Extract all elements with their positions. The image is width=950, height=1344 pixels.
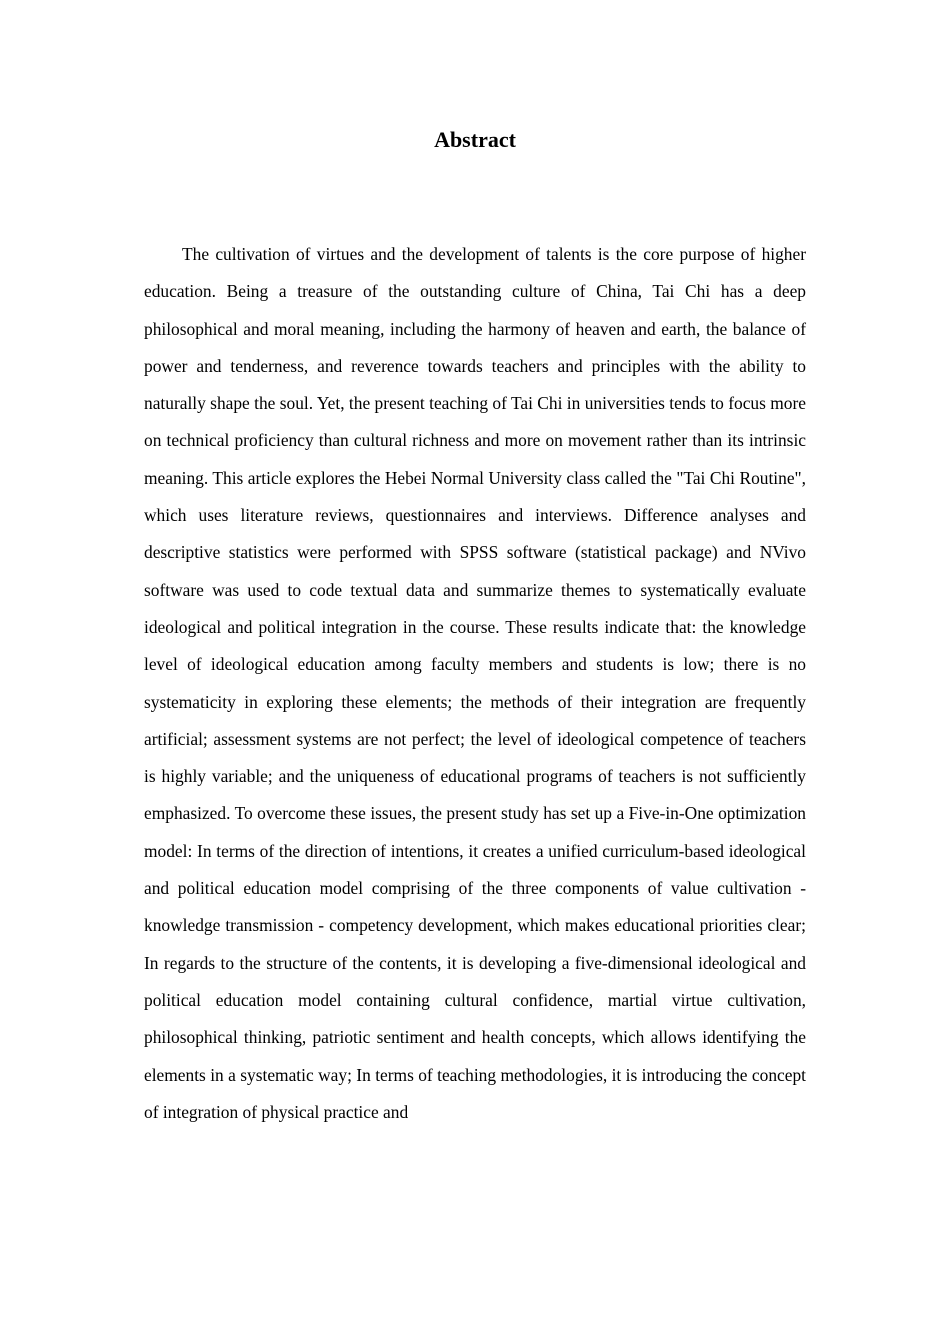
page-title: Abstract — [434, 127, 516, 152]
abstract-paragraph: The cultivation of virtues and the development of talents is the core purpose of higher education. Being a treasure of the outstanding culture of China, Tai Chi has a deep philosophical and moral meaning, including the harmony of heaven and earth, the balance of power and tenderness, and reverence towards teachers and principles with the ability to naturally shape the soul. Yet, the present teaching of Tai Chi in universities tends to focus more on technical proficiency than cultural richness and more on movement rather than its intrinsic meaning. This article explores the Hebei Normal University class called the "Tai Chi Routine", which uses literature reviews, questionnaires and interviews. Difference analyses and descriptive statistics were performed with SPSS software (statistical package) and NVivo software was used to code textual data and summarize themes to systematically evaluate ideological and political integration in the course. These results indicate that: the knowledge level of ideological education among faculty members and students is low; there is no systematicity in exploring these elements; the methods of their integration are frequently artificial; assessment systems are not perfect; the level of ideological competence of teachers is highly variable; and the uniqueness of educational programs of teachers is not sufficiently emphasized. To overcome these issues, the present study has set up a Five-in-One optimization model: In terms of the direction of intentions, it creates a unified curriculum-based ideological and political education model comprising of the three components of value cultivation - knowledge transmission - competency development, which makes educational priorities clear; In regards to the structure of the contents, it is developing a five-dimensional ideological and political education model containing cultural confidence, martial virtue cultivation, philosophical thinking, patriotic sentiment and health concepts, which allows identifying the elements in a systematic way; In terms of teaching methodologies, it is introducing the concept of integration of physical practice and — [144, 244, 806, 1122]
